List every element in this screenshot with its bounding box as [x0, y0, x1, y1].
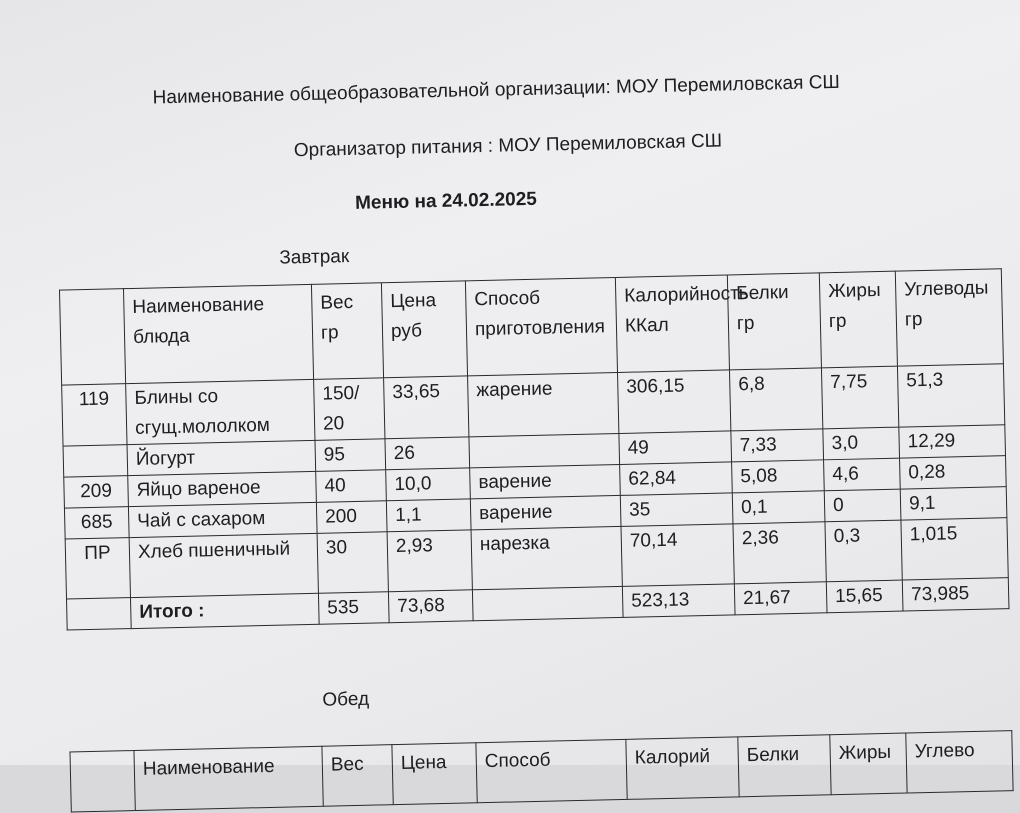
cell-calories: 35 — [620, 493, 733, 527]
breakfast-title: Завтрак — [279, 246, 350, 269]
cell-method: нарезка — [471, 526, 622, 589]
catering-line: Организатор питания : МОУ Перемиловская СШ — [293, 130, 723, 162]
cell-calories: 49 — [619, 431, 732, 465]
cell-carbs: 0,28 — [900, 456, 1007, 489]
lunch-header-method: Способ — [476, 739, 627, 802]
cell-weight: 150/ 20 — [314, 378, 385, 441]
cell-protein: 0,1 — [732, 491, 825, 524]
total-carbs: 73,985 — [902, 578, 1009, 611]
lunch-header-fat: Жиры — [830, 733, 907, 795]
cell-calories: 62,84 — [620, 462, 733, 496]
header-calories: Калорийность ККал — [615, 275, 729, 373]
cell-price: 1,1 — [386, 499, 471, 532]
cell-name: Яйцо вареное — [128, 471, 317, 506]
cell-weight: 30 — [317, 532, 388, 594]
lunch-header-protein: Белки — [738, 735, 831, 797]
cell-protein: 7,33 — [731, 429, 824, 462]
cell-name: Йогурт — [127, 440, 316, 475]
cell-carbs: 1,015 — [901, 518, 1008, 580]
total-code-cell — [67, 598, 132, 630]
lunch-header-carbs: Углево — [906, 731, 1013, 793]
cell-price: 2,93 — [387, 530, 472, 592]
organization-line: Наименование общеобразовательной организации: МОУ Перемиловская СШ — [152, 71, 841, 109]
total-fat: 15,65 — [826, 580, 903, 613]
total-protein: 21,67 — [734, 582, 827, 615]
cell-protein: 5,08 — [732, 460, 825, 493]
cell-name: Блины со сгущ.мололком — [126, 379, 315, 444]
total-weight: 535 — [318, 592, 389, 625]
header-name: Наименование блюда — [123, 284, 313, 383]
header-fat: Жиры гр — [819, 271, 897, 368]
cell-calories: 306,15 — [618, 370, 731, 434]
total-label: Итого : — [130, 593, 319, 628]
cell-code: 209 — [64, 476, 129, 508]
cell-weight: 200 — [316, 501, 387, 534]
cell-method: варение — [470, 495, 621, 529]
cell-weight: 95 — [315, 439, 386, 472]
header-carbs: Углеводы гр — [895, 269, 1003, 366]
cell-method — [469, 433, 620, 467]
cell-method: жарение — [468, 372, 619, 436]
menu-date-title: Меню на 24.02.2025 — [354, 188, 538, 214]
header-protein: Белки гр — [727, 273, 821, 370]
cell-weight: 40 — [316, 470, 387, 503]
cell-price: 10,0 — [386, 468, 471, 501]
total-method — [472, 586, 623, 620]
cell-fat: 0 — [824, 489, 901, 522]
lunch-header-weight: Вес — [322, 745, 393, 807]
cell-fat: 0,3 — [825, 520, 902, 582]
lunch-header-price: Цена — [392, 743, 477, 805]
breakfast-table — [59, 268, 1009, 630]
cell-code: 119 — [62, 384, 127, 446]
cell-carbs: 9,1 — [900, 487, 1007, 520]
lunch-title: Обед — [322, 688, 370, 711]
lunch-header-name: Наименование — [134, 746, 323, 810]
cell-price: 26 — [385, 437, 470, 470]
cell-code: ПР — [65, 538, 130, 599]
cell-method: варение — [470, 464, 621, 498]
cell-protein: 6,8 — [729, 368, 822, 431]
cell-fat: 7,75 — [821, 366, 898, 429]
cell-code — [63, 445, 128, 477]
header-method: Способ приготовления — [465, 278, 617, 376]
cell-name: Хлеб пшеничный — [129, 533, 318, 597]
cell-code: 685 — [64, 507, 129, 539]
header-code — [59, 289, 125, 385]
cell-name: Чай с сахаром — [128, 502, 317, 537]
cell-protein: 2,36 — [733, 522, 826, 584]
lunch-header-calories: Калорий — [626, 737, 739, 800]
cell-fat: 3,0 — [823, 427, 900, 460]
total-calories: 523,13 — [622, 584, 735, 618]
cell-fat: 4,6 — [824, 458, 901, 491]
cell-carbs: 51,3 — [897, 364, 1004, 427]
cell-calories: 70,14 — [621, 524, 734, 587]
cell-price: 33,65 — [384, 376, 469, 439]
total-price: 73,68 — [388, 590, 473, 623]
header-price: Цена руб — [381, 281, 467, 378]
header-weight: Вес гр — [311, 283, 383, 380]
cell-carbs: 12,29 — [899, 425, 1006, 458]
lunch-header-code — [70, 751, 135, 812]
